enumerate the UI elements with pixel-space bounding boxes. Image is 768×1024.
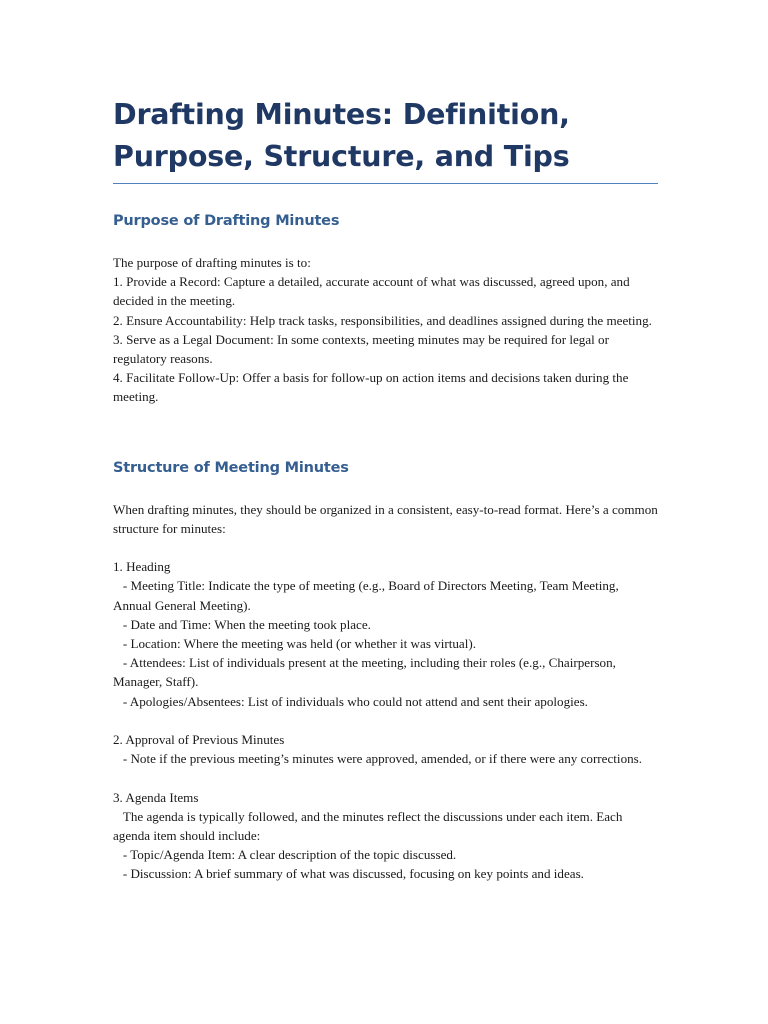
subsection-item: - Note if the previous meeting’s minutes were approved, amended, or if there were any corrections. xyxy=(122,751,643,767)
subsection-item: - Discussion: A brief summary of what was discussed, focusing on key points and ideas. xyxy=(122,866,584,882)
subsection-title: 2. Approval of Previous Minutes xyxy=(113,732,285,748)
purpose-item: 4. Facilitate Follow-Up: Offer a basis for follow-up on action items and decisions taken during the meeting. xyxy=(113,370,632,405)
subsection-title: 1. Heading xyxy=(113,559,171,575)
purpose-heading: Purpose of Drafting Minutes xyxy=(113,213,340,229)
purpose-item: 2. Ensure Accountability: Help track tasks, responsibilities, and deadlines assigned during the meeting. xyxy=(113,312,652,328)
agenda-subsection xyxy=(113,788,658,884)
subsection-item: - Attendees: List of individuals present at the meeting, including their roles (e.g., Chairperson, Manager, Staff). xyxy=(113,655,620,690)
purpose-item: 3. Serve as a Legal Document: In some contexts, meeting minutes may be required for legal or regulatory reasons. xyxy=(113,331,613,367)
purpose-item: 1. Provide a Record: Capture a detailed, accurate account of what was discussed, agreed upon, and decided in the meeting. xyxy=(113,274,633,309)
document-title: Drafting Minutes: Definition, Purpose, Structure, and Tips xyxy=(113,94,658,184)
purpose-intro: The purpose of drafting minutes is to: xyxy=(113,255,311,270)
subsection-lead: The agenda is typically followed, and the minutes reflect the discussions under each item. Each agenda item should include: xyxy=(113,808,626,844)
subsection-title: 3. Agenda Items xyxy=(113,789,199,805)
subsection-item: - Location: Where the meeting was held (or whether it was virtual). xyxy=(122,636,476,652)
heading-subsection xyxy=(113,557,658,711)
structure-intro: When drafting minutes, they should be organized in a consistent, easy-to-read format. Here’s a common structure for minutes: xyxy=(113,501,658,536)
subsection-item: - Topic/Agenda Item: A clear description of the topic discussed. xyxy=(122,847,457,863)
approval-subsection xyxy=(113,730,658,768)
purpose-section xyxy=(113,253,658,407)
document-page xyxy=(113,94,658,884)
subsection-item: - Apologies/Absentees: List of individuals who could not attend and sent their apologies. xyxy=(122,693,588,709)
subsection-item: - Meeting Title: Indicate the type of meeting (e.g., Board of Directors Meeting, Team Meeting, Annual General Meeting). xyxy=(113,578,622,613)
structure-heading: Structure of Meeting Minutes xyxy=(113,459,349,476)
subsection-item: - Date and Time: When the meeting took place. xyxy=(122,616,371,632)
